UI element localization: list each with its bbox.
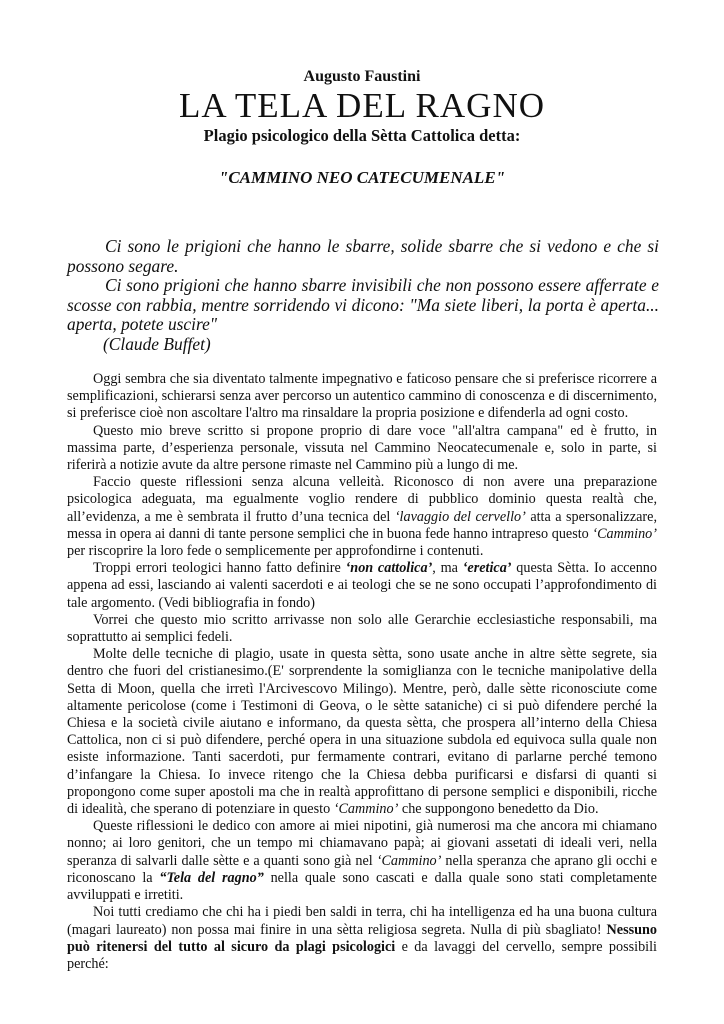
paragraph-7-emphasis-2: “Tela del ragno” [159, 869, 264, 886]
paragraph-4-text-c: questa Sètta. Io accenno appena ad essi, lasciando ai valenti sacerdoti e ai teologi che se ne sono occupati l’approfondimento di tale argomento. (Vedi bibliografia in fondo) [67, 560, 657, 611]
epigraph-line-1: Ci sono le prigioni che hanno le sbarre, solide sbarre che si vedono e che si possono segare. [67, 236, 659, 276]
paragraph-3-text-a: Faccio queste riflessioni senza alcuna velleità. Riconosco di non avere una preparazione psicologica adeguata, ma egualmente voglio rendere di pubblico dominio questa realtà che, all’evidenza, a me è sembrata il frutto d’una tecnica del [67, 474, 657, 525]
paragraph-2: Questo mio breve scritto si propone proprio di dare voce "all'altra campana" ed è frutto, in massima parte, d’esperienza personale, vissuta nel Cammino Neocatecumenale e, solo in parte, si riferirà a notizie avute da altre persone rimaste nel Cammino più a lungo di me. [67, 422, 657, 474]
paragraph-5: Vorrei che questo mio scritto arrivasse non solo alle Gerarchie ecclesiastiche responsabili, ma soprattutto ai semplici fedeli. [67, 611, 657, 646]
paragraph-1: Oggi sembra che sia diventato talmente impegnativo e faticoso pensare che si preferisce ricorrere a semplificazioni, schierarsi senza aver percorso un autentico cammino di conoscenza e di discernimento, si preferisce cioè non ascoltare l'altro ma rinsaldare la propria posizione e difenderla ad ogni costo. [67, 371, 657, 422]
paragraph-8-text-a: Noi tutti crediamo che chi ha i piedi ben saldi in terra, chi ha intelligenza ed ha una buona cultura (magari laureato) non possa mai finire in una sètta religiosa segreta. Nulla di più sbagliato! [67, 904, 657, 938]
paragraph-6 [67, 646, 657, 818]
epigraph-attribution: (Claude Buffet) [103, 333, 211, 354]
epigraph-line-2: Ci sono prigioni che hanno sbarre invisibili che non possono essere afferrate e scosse con rabbia, mentre sorridendo vi dicono: "Ma siete liberi, la porta è aperta... aperta, potete uscire" [67, 275, 659, 335]
paragraph-4-emphasis-1: ‘non cattolica’ [345, 560, 433, 577]
epigraph [67, 237, 659, 355]
paragraph-3-emphasis-2: ‘Cammino’ [592, 525, 657, 542]
paragraph-7-text-c: nella quale sono cascati e dalla quale sono stati completamente avviluppati e irretiti. [67, 869, 657, 904]
paragraph-3 [67, 474, 657, 560]
author-name: Augusto Faustini [303, 68, 421, 85]
paragraph-3-text-b: atta a spersonalizzare, messa in opera ai danni di tante persone semplici che in buona fede hanno intrapreso questo [67, 508, 658, 542]
paragraph-3-emphasis-1: ‘lavaggio del cervello’ [394, 508, 526, 525]
paragraph-4-emphasis-2: ‘eretica’ [462, 560, 512, 577]
movement-name: "CAMMINO NEO CATECUMENALE" [218, 168, 506, 187]
paragraph-8 [67, 904, 657, 973]
paragraph-7-text-b: nella speranza che aprano gli occhi e riconoscano la [67, 852, 657, 886]
body-text [67, 371, 657, 973]
paragraph-8-text-b: e da lavaggi del cervello, sempre possibili perché: [67, 938, 657, 972]
paragraph-4-text-b: , ma [432, 560, 463, 577]
paragraph-8-bold: Nessuno può ritenersi del tutto al sicuro da plagi psicologici [67, 921, 657, 955]
paragraph-7-text-a: Queste riflessioni le dedico con amore ai miei nipotini, già numerosi ma che ancora mi chiamano nonno; ai loro genitori, che un tempo mi chiamavano papà; ai giovani assetati di ideali veri, nella speranza di salvarli dalle sètte e a quanti sono già nel [67, 818, 657, 869]
paragraph-6-text-b: che suppongono benedetto da Dio. [398, 801, 599, 818]
paragraph-7-emphasis-1: ‘Cammino’ [376, 852, 442, 869]
document-title: LA TELA DEL RAGNO [178, 86, 545, 125]
paragraph-6-emphasis: ‘Cammino’ [333, 801, 399, 818]
document-subtitle: Plagio psicologico della Sètta Cattolica detta: [203, 126, 521, 145]
paragraph-4-text-a: Troppi errori teologici hanno fatto definire [93, 560, 346, 577]
paragraph-6-text-a: Molte delle tecniche di plagio, usate in questa sètta, sono usate anche in altre sètte segrete, sia dentro che fuori del cristianesimo.(E' sorprendente la somiglianza con le tecniche manipolative della Setta di Moon, quella che irretì l'Arcivescovo Milingo). Mentre, però, dalle sètte riconosciute come altamente pericolose (come i Testimoni di Geova, o le sètte sataniche) ci si può difendere perché la Chiesa e la società civile aiutano e informano, da questa sètta, che prospera all’interno della Chiesa Cattolica, non ci si può difendere, perché opera in una situazione subdola ed equivoca sulla quale non esiste informazione. Tanti sacerdoti, pur fermamente contrari, evitano di parlarne perché temono d’infangare la Chiesa. Io invece ritengo che la Chiesa debba purificarsi e disfarsi di quanti si propongono come super apostoli ma che in realtà approfittano di persone semplici e disponibili, ricche di idealità, che sperano di potenziare in questo [67, 646, 657, 818]
paragraph-3-text-c: per riscoprire la loro fede o semplicemente per approfondirne i contenuti. [67, 543, 484, 560]
paragraph-4 [67, 560, 657, 612]
paragraph-7 [67, 818, 657, 904]
